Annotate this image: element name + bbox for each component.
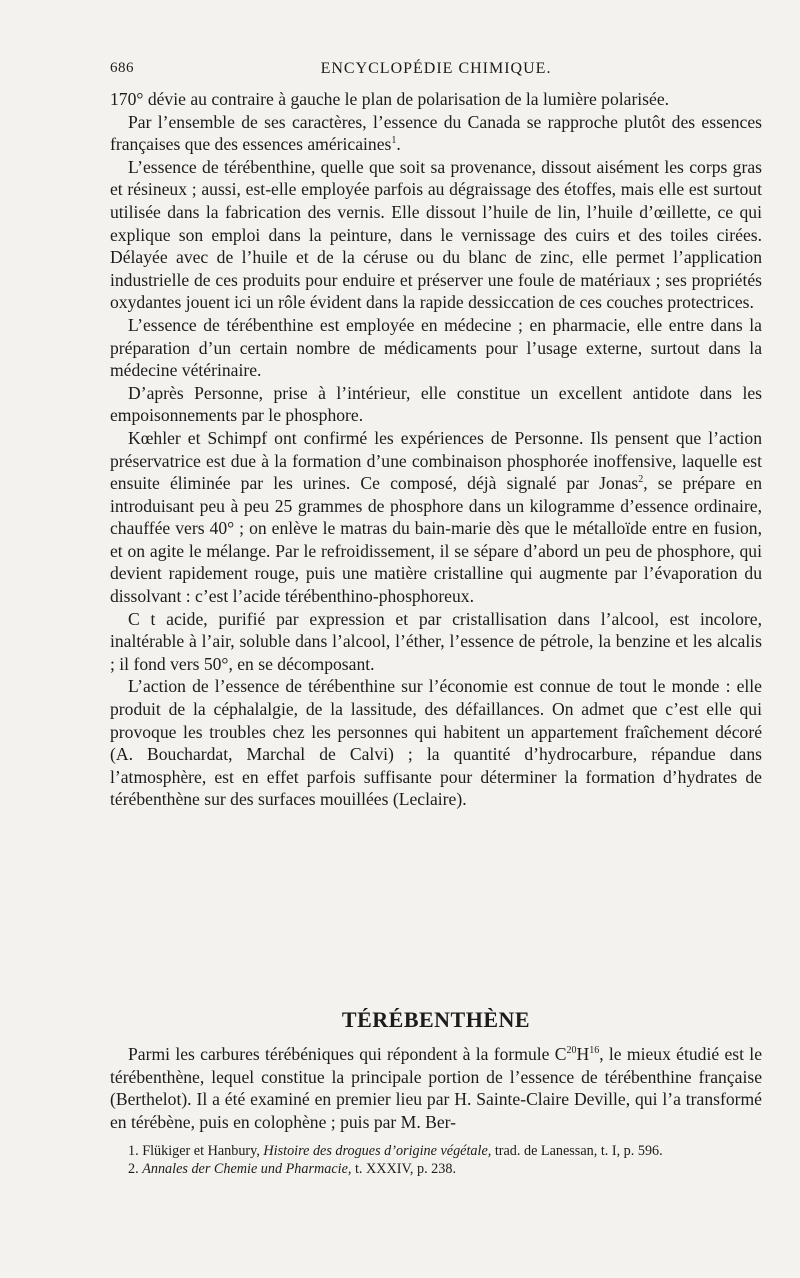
paragraph-text: 170° dévie au contraire à gauche le plan de polarisation de la lumière polarisée.	[110, 89, 670, 109]
footnote	[110, 1161, 762, 1179]
footnote-ref[interactable]: 2	[638, 474, 644, 486]
formula-h-subscript: 16	[589, 1045, 600, 1057]
formula-h: H	[576, 1044, 590, 1064]
paragraph	[110, 111, 762, 156]
footnote-title: Annales der Chemie und Pharmacie,	[142, 1160, 352, 1177]
paragraph-text: Kœhler et Schimpf ont confirmé les expériences de Personne. Ils pensent que l’action préservatrice est due à la formation d’une combinaison phosphorée inoffensive, laquelle est ensuite éliminée par les urines. Ce composé, déjà signalé par Jonas	[110, 427, 762, 494]
paragraph-text-cont: .	[396, 134, 401, 155]
page-header	[110, 60, 762, 84]
paragraph	[110, 675, 762, 811]
footnote-ref[interactable]: 1	[391, 135, 397, 147]
paragraph	[110, 314, 762, 382]
paragraph	[110, 608, 762, 676]
paragraph	[110, 156, 762, 314]
footnote-reference: trad. de Lanessan, t. I, p. 596.	[494, 1143, 663, 1159]
paragraph-text: L’essence de térébenthine est employée en médecine ; en pharmacie, elle entre dans la préparation d’un certain nombre de médicaments pour l’usage externe, surtout dans la médecine vétérinaire.	[110, 314, 762, 381]
paragraph-text: Par l’ensemble de ses caractères, l’essence du Canada se rapproche plutôt des essences françaises que des essences américaines	[110, 111, 762, 155]
footnote	[110, 1143, 762, 1161]
running-title: ENCYCLOPÉDIE CHIMIQUE.	[320, 60, 552, 77]
body-text	[110, 88, 762, 811]
footnote-number: 2.	[128, 1160, 139, 1177]
page-number: 686	[110, 60, 134, 76]
section-text-after: , le mieux étudié est le térébenthène, lequel constitue la principale portion de l’essence de térébenthine française (Berthelot). Il a été examiné en premier lieu par H. Sainte-Claire Deville, qui l’a transformé en térébène, puis en colophène ; puis par M. Ber-	[110, 1044, 762, 1132]
section-text-before: Parmi les carbures térébéniques qui répondent à la formule C	[128, 1044, 567, 1064]
footnote-number: 1.	[128, 1143, 139, 1159]
paragraph-text: C t acide, purifié par expression et par cristallisation dans l’alcool, est incolore, inaltérable à l’air, soluble dans l’alcool, l’éther, l’essence de pétrole, la benzine et les alcalis ; il fond vers 50°, en se décomposant.	[110, 608, 762, 674]
paragraph-text: L’essence de térébenthine, quelle que soit sa provenance, dissout aisément les corps gras et résineux ; aussi, est-elle employée parfois au dégraissage des étoffes, mais elle est surtout utilisée dans la fabrication des vernis. Elle dissout l’huile de lin, l’huile d’œillette, ce qui explique son emploi dans la peinture, dans le vernissage des cuirs et des toiles cirées. Délayée avec de l’huile et de la céruse ou du blanc de zinc, elle permet l’application industrielle de ces produits pour enduire et préserver une foule de matériaux ; ses propriétés oxydantes jouent ici un rôle évident dans la rapide dessiccation de ces couches protectrices.	[110, 156, 762, 313]
section-body	[110, 1043, 762, 1133]
formula-c-subscript: 20	[566, 1045, 577, 1057]
paragraph	[110, 427, 762, 608]
footnote-author: Flükiger et Hanbury,	[142, 1143, 260, 1159]
footnote-reference: t. XXXIV, p. 238.	[354, 1160, 456, 1177]
section-paragraph	[110, 1043, 762, 1133]
paragraph	[110, 88, 762, 111]
footnotes	[110, 1143, 762, 1178]
footnote-title: Histoire des drogues d’origine végétale,	[263, 1143, 492, 1159]
paragraph-text-cont: , se prépare en introduisant peu à peu 25 grammes de phosphore dans un kilogramme d’essence ordinaire, chauffée vers 40° ; on enlève le matras du bain-marie dès que le métalloïde entre en fusion, et on agite le mélange. Par le refroidissement, il se sépare d’abord un peu de phosphore, qui devient rapidement rouge, puis une matière cristalline qui augmente par l’évaporation du dissolvant : c’est l’acide térébenthino-phosphoreux.	[110, 473, 763, 607]
section-title: TÉRÉBENTHÈNE	[341, 1007, 531, 1032]
paragraph-text: D’après Personne, prise à l’intérieur, elle constitue un excellent antidote dans les empoisonnements par le phosphore.	[110, 382, 762, 426]
paragraph-text: L’action de l’essence de térébenthine sur l’économie est connue de tout le monde : elle produit de la céphalalgie, de la lassitude, des défaillances. On admet que c’est elle qui provoque les troubles chez les personnes qui habitent un appartement fraîchement décoré (A. Bouchardat, Marchal de Calvi) ; la quantité d’hydrocarbure, répandue dans l’atmosphère, est en effet parfois suffisante pour déterminer la formation d’hydrates de térébenthène sur des surfaces mouillées (Leclaire).	[110, 676, 762, 810]
paragraph	[110, 382, 762, 427]
